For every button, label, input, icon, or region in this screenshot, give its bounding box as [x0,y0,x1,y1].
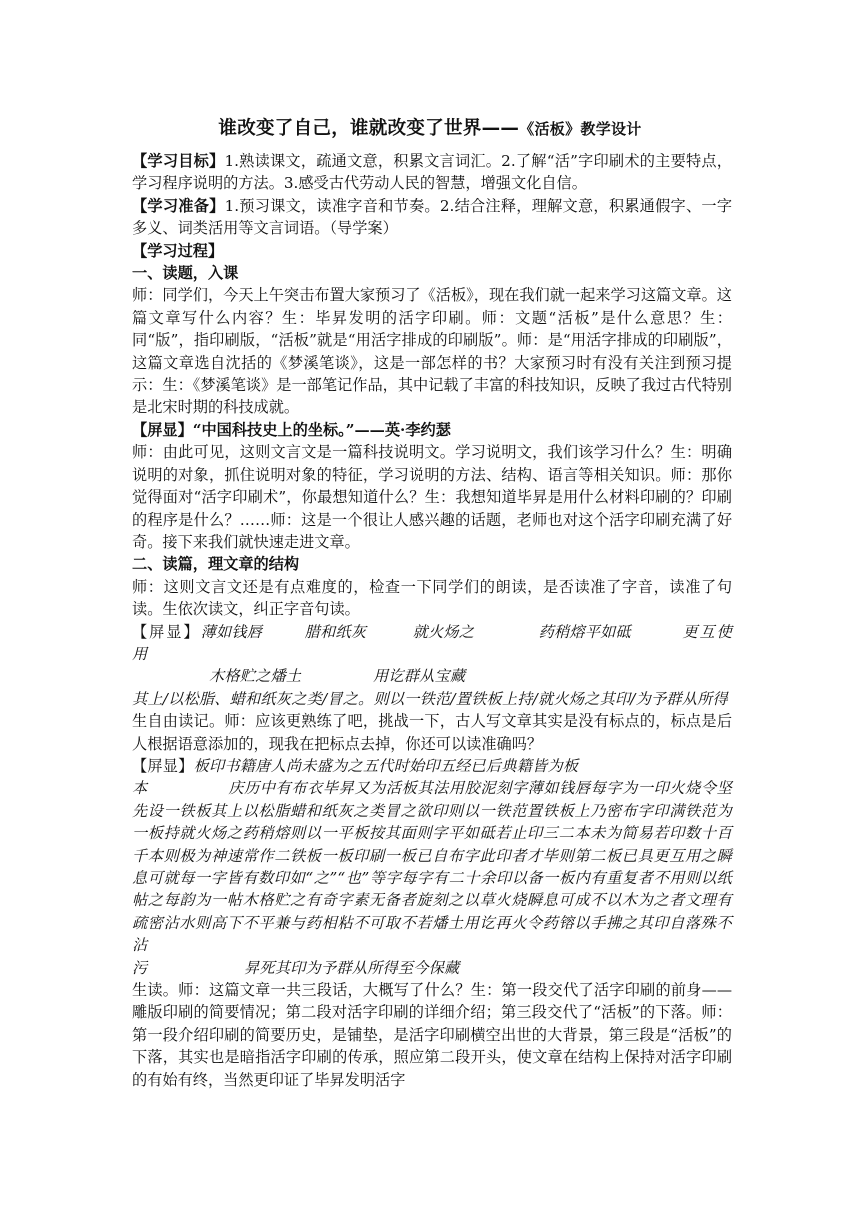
title-main: 谁改变了自己，谁就改变了世界—— [218,118,520,139]
section-2-para-1: 师：这则文言文还是有点难度的，检查一下同学们的朗读，是否读准了字音，读准了句读。生依次读文，纠正字音句读。 [132,577,732,619]
unpunct-wu: 污 [132,958,148,977]
unpunctuated-text [132,755,732,979]
word-item: 腊和纸灰 [304,622,367,641]
prep-label: 【学习准备】 [132,196,225,215]
word-item: 薄如钱唇 [200,622,263,641]
document-title [0,118,860,140]
goals-text: 1.熟读课文，疏通文意，积累文言词汇。2.了解“活”字印刷术的主要特点，学习程序说明的方法。3.感受古代劳动人民的智慧，增强文化自信。 [132,152,732,193]
learning-prep [132,195,732,240]
word-item: 药稍熔平如砥 [538,622,631,641]
unpunct-end: 昇死其印为予群从所得至今保藏 [244,958,460,977]
unpunct-rest: 庆历中有布衣毕昇又为活板其法用胶泥刻字薄如钱唇每字为一印火烧令坚先设一铁板其上以松脂蜡和纸灰之类冒之欲印则以一铁范置铁板上乃密布字印满铁范为一板持就火炀之药稍熔则以一平板按其面则字平如砥若止印三二本未为简易若印数十百千本则极为神速常作二铁板一板印刷一板已自布字此印者才毕则第二板已具更互用之瞬息可就每一字皆有数印如“之”“也”等字每字有二十余印以备一板内有重复者不用则以纸帖之每韵为一帖木格贮之有奇字素无备者旋刻之以草火烧瞬息可成不以木为之者文理有疏密沾水则高下不平兼与药相粘不可取不若燔土用讫再火令药镕以手拂之其印自落殊不沾 [132,779,732,955]
screen-3-label: 【屏显】 [132,756,194,775]
learning-goals [132,150,732,195]
section-2-para-2: 生自由读记。师：应该更熟练了吧，挑战一下，古人写文章其实是没有标点的，标点是后人根据语意添加的，现我在把标点去掉，你还可以读准确吗？ [132,712,732,753]
section-2-para-3: 生读。师：这篇文章一共三段话，大概写了什么？生：第一段交代了活字印刷的前身——雕版印刷的简要情况；第二段对活字印刷的详细介绍；第三段交代了“活板”的下落。师：第一段介绍印刷的简要历史，是铺垫，是活字印刷横空出世的大背景，第三段是“活板”的下落，其实也是暗指活字印刷的传承，照应第二段开头，使文章在结构上保持对活字印刷的有始有终，当然更印证了毕昇发明活字 [132,981,732,1089]
section-2-heading: 二、读篇，理文章的结构 [132,555,300,574]
section-1-heading: 一、读题，入课 [132,264,239,283]
screen-quote [132,419,732,441]
screen-2-label: 【屏显】 [132,622,201,641]
prep-text: 1.预习课文，读准字音和节奏。2.结合注释，理解文意，积累通假字、一字多义、词类活用等文言词语。（导学案） [132,196,733,238]
word-item: 更互使用 [132,622,732,663]
word-item: 木格贮之燔土 [209,667,302,686]
process-heading: 【学习过程】 [132,241,224,260]
screen-1-label: 【屏显】 [132,420,193,439]
screen-1-text: “中国科技史上的坐标。”——英·李约瑟 [192,420,451,439]
pronunciation-words [132,621,732,688]
section-1-para-1: 师：同学们，今天上午突击布置大家预习了《活板》，现在我们就一起来学习这篇文章。这篇文章写什么内容？生：毕昇发明的活字印刷。师：文题“活板”是什么意思？生：同“版”，指印刷版，“活板”就是“用活字排成的印刷版”。师：是“用活字排成的印刷版”，这篇文章选自沈括的《梦溪笔谈》，这是一部怎样的书？大家预习时有没有关注到预习提示：生：《梦溪笔谈》是一部笔记作品，其中记载了丰富的科技知识，反映了我过古代特别是北宋时期的科技成就。 [132,286,732,417]
word-item: 用讫群从宝藏 [373,667,466,686]
document-body [132,150,732,1091]
phrasing-line: 其上/以松脂、蜡和纸灰之类/冒之。则以一铁范/置铁板上持/就火炀之其印/为予群从所得 [132,689,728,708]
word-item: 就火炀之 [412,622,475,641]
title-sub: 《活板》教学设计 [519,120,642,138]
goals-label: 【学习目标】 [132,152,225,170]
section-1-para-2: 师：由此可见，这则文言文是一篇科技说明文。学习说明文，我们该学习什么？生：明确说明的对象，抓住说明对象的特征，学习说明的方法、结构、语言等相关知识。师：那你觉得面对“活字印刷术”，你最想知道什么？生：我想知道毕昇是用什么材料印刷的？印刷的程序是什么？……师：这是一个很让人感兴趣的话题，老师也对这个活字印刷充满了好奇。接下来我们就快速走进文章。 [132,443,732,551]
unpunct-ben: 本 [132,779,148,798]
unpunct-first: 板印书籍唐人尚未盛为之五代时始印五经已后典籍皆为板 [193,756,579,775]
